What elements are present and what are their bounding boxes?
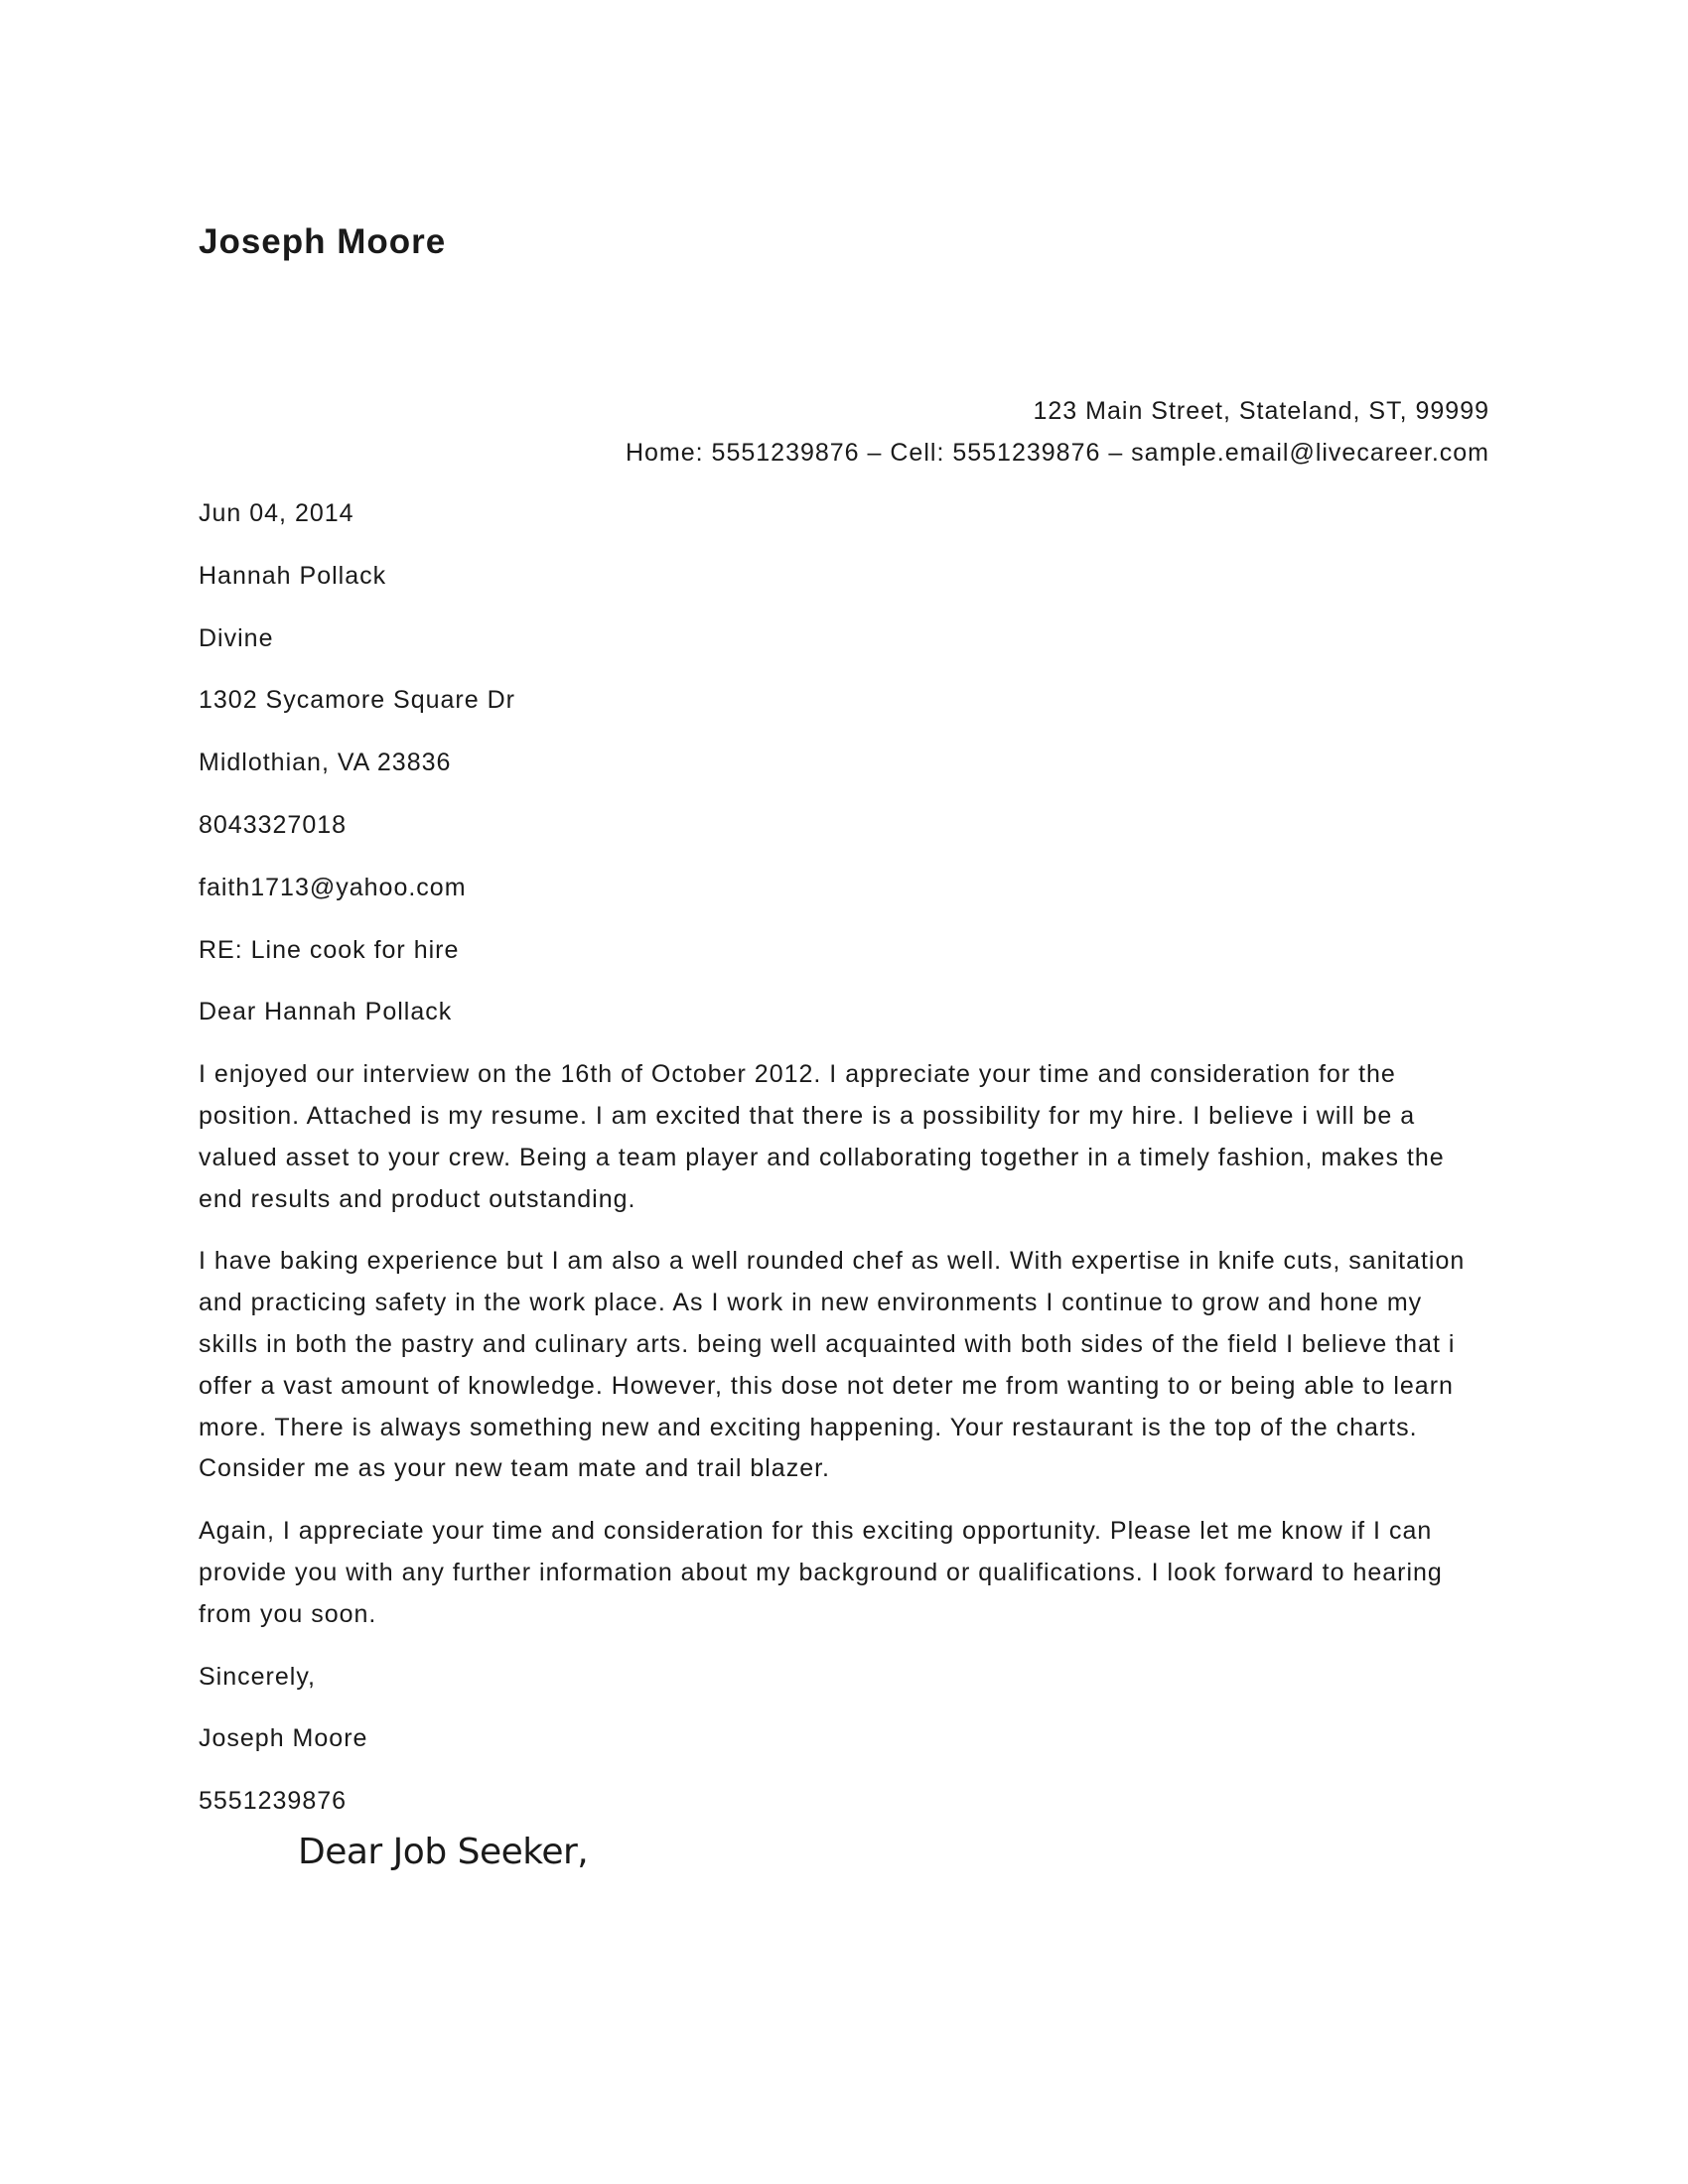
body-paragraph: I have baking experience but I am also a well rounded chef as well. With expertise in knife cuts, sanitation and practicing safety in the work place. As I work in new environments I continue to grow and hone my skills in both the pastry and culinary arts. being well acquainted with both sides of the field I believe that i offer a vast amount of knowledge. However, this dose not deter me from wanting to or being able to learn more. There is always something new and exciting happening. Your restaurant is the top of the charts. Consider me as your new team mate and trail blazer. [199,1247,1466,1483]
recipient-name: Hannah Pollack [199,561,387,590]
signature-phone: 5551239876 [199,1787,348,1816]
recipient-street: 1302 Sycamore Square Dr [199,686,515,715]
signature-name: Joseph Moore [199,1724,368,1753]
body-paragraph: Again, I appreciate your time and consideration for this exciting opportunity. Please let me know if I can provide you with any further information about my background or qualifications. I look forward to hearing from you soon. [199,1517,1443,1628]
sender-name: Joseph Moore [199,222,447,261]
recipient-company: Divine [199,623,274,652]
sender-contact-line: Home: 5551239876 – Cell: 5551239876 – sample.email@livecareer.com [625,439,1489,467]
closing: Sincerely, [199,1662,316,1691]
letter-date: Jun 04, 2014 [199,499,354,527]
salutation: Dear Hannah Pollack [199,998,453,1026]
recipient-city: Midlothian, VA 23836 [199,749,452,777]
sender-contact-block [626,390,1489,474]
recipient-email: faith1713@yahoo.com [199,873,467,901]
sender-address: 123 Main Street, Stateland, ST, 99999 [1033,397,1489,425]
footer-note: Dear Job Seeker, [298,1832,589,1872]
recipient-phone: 8043327018 [199,810,348,839]
subject-line: RE: Line cook for hire [199,935,460,964]
letter-body [199,493,1489,1843]
body-paragraph: I enjoyed our interview on the 16th of October 2012. I appreciate your time and consideration for the position. Attached is my resume. I am excited that there is a possibility for my hire. I believe i will be a valued asset to your crew. Being a team player and collaborating together in a timely fashion, makes the end results and product outstanding. [199,1060,1445,1213]
